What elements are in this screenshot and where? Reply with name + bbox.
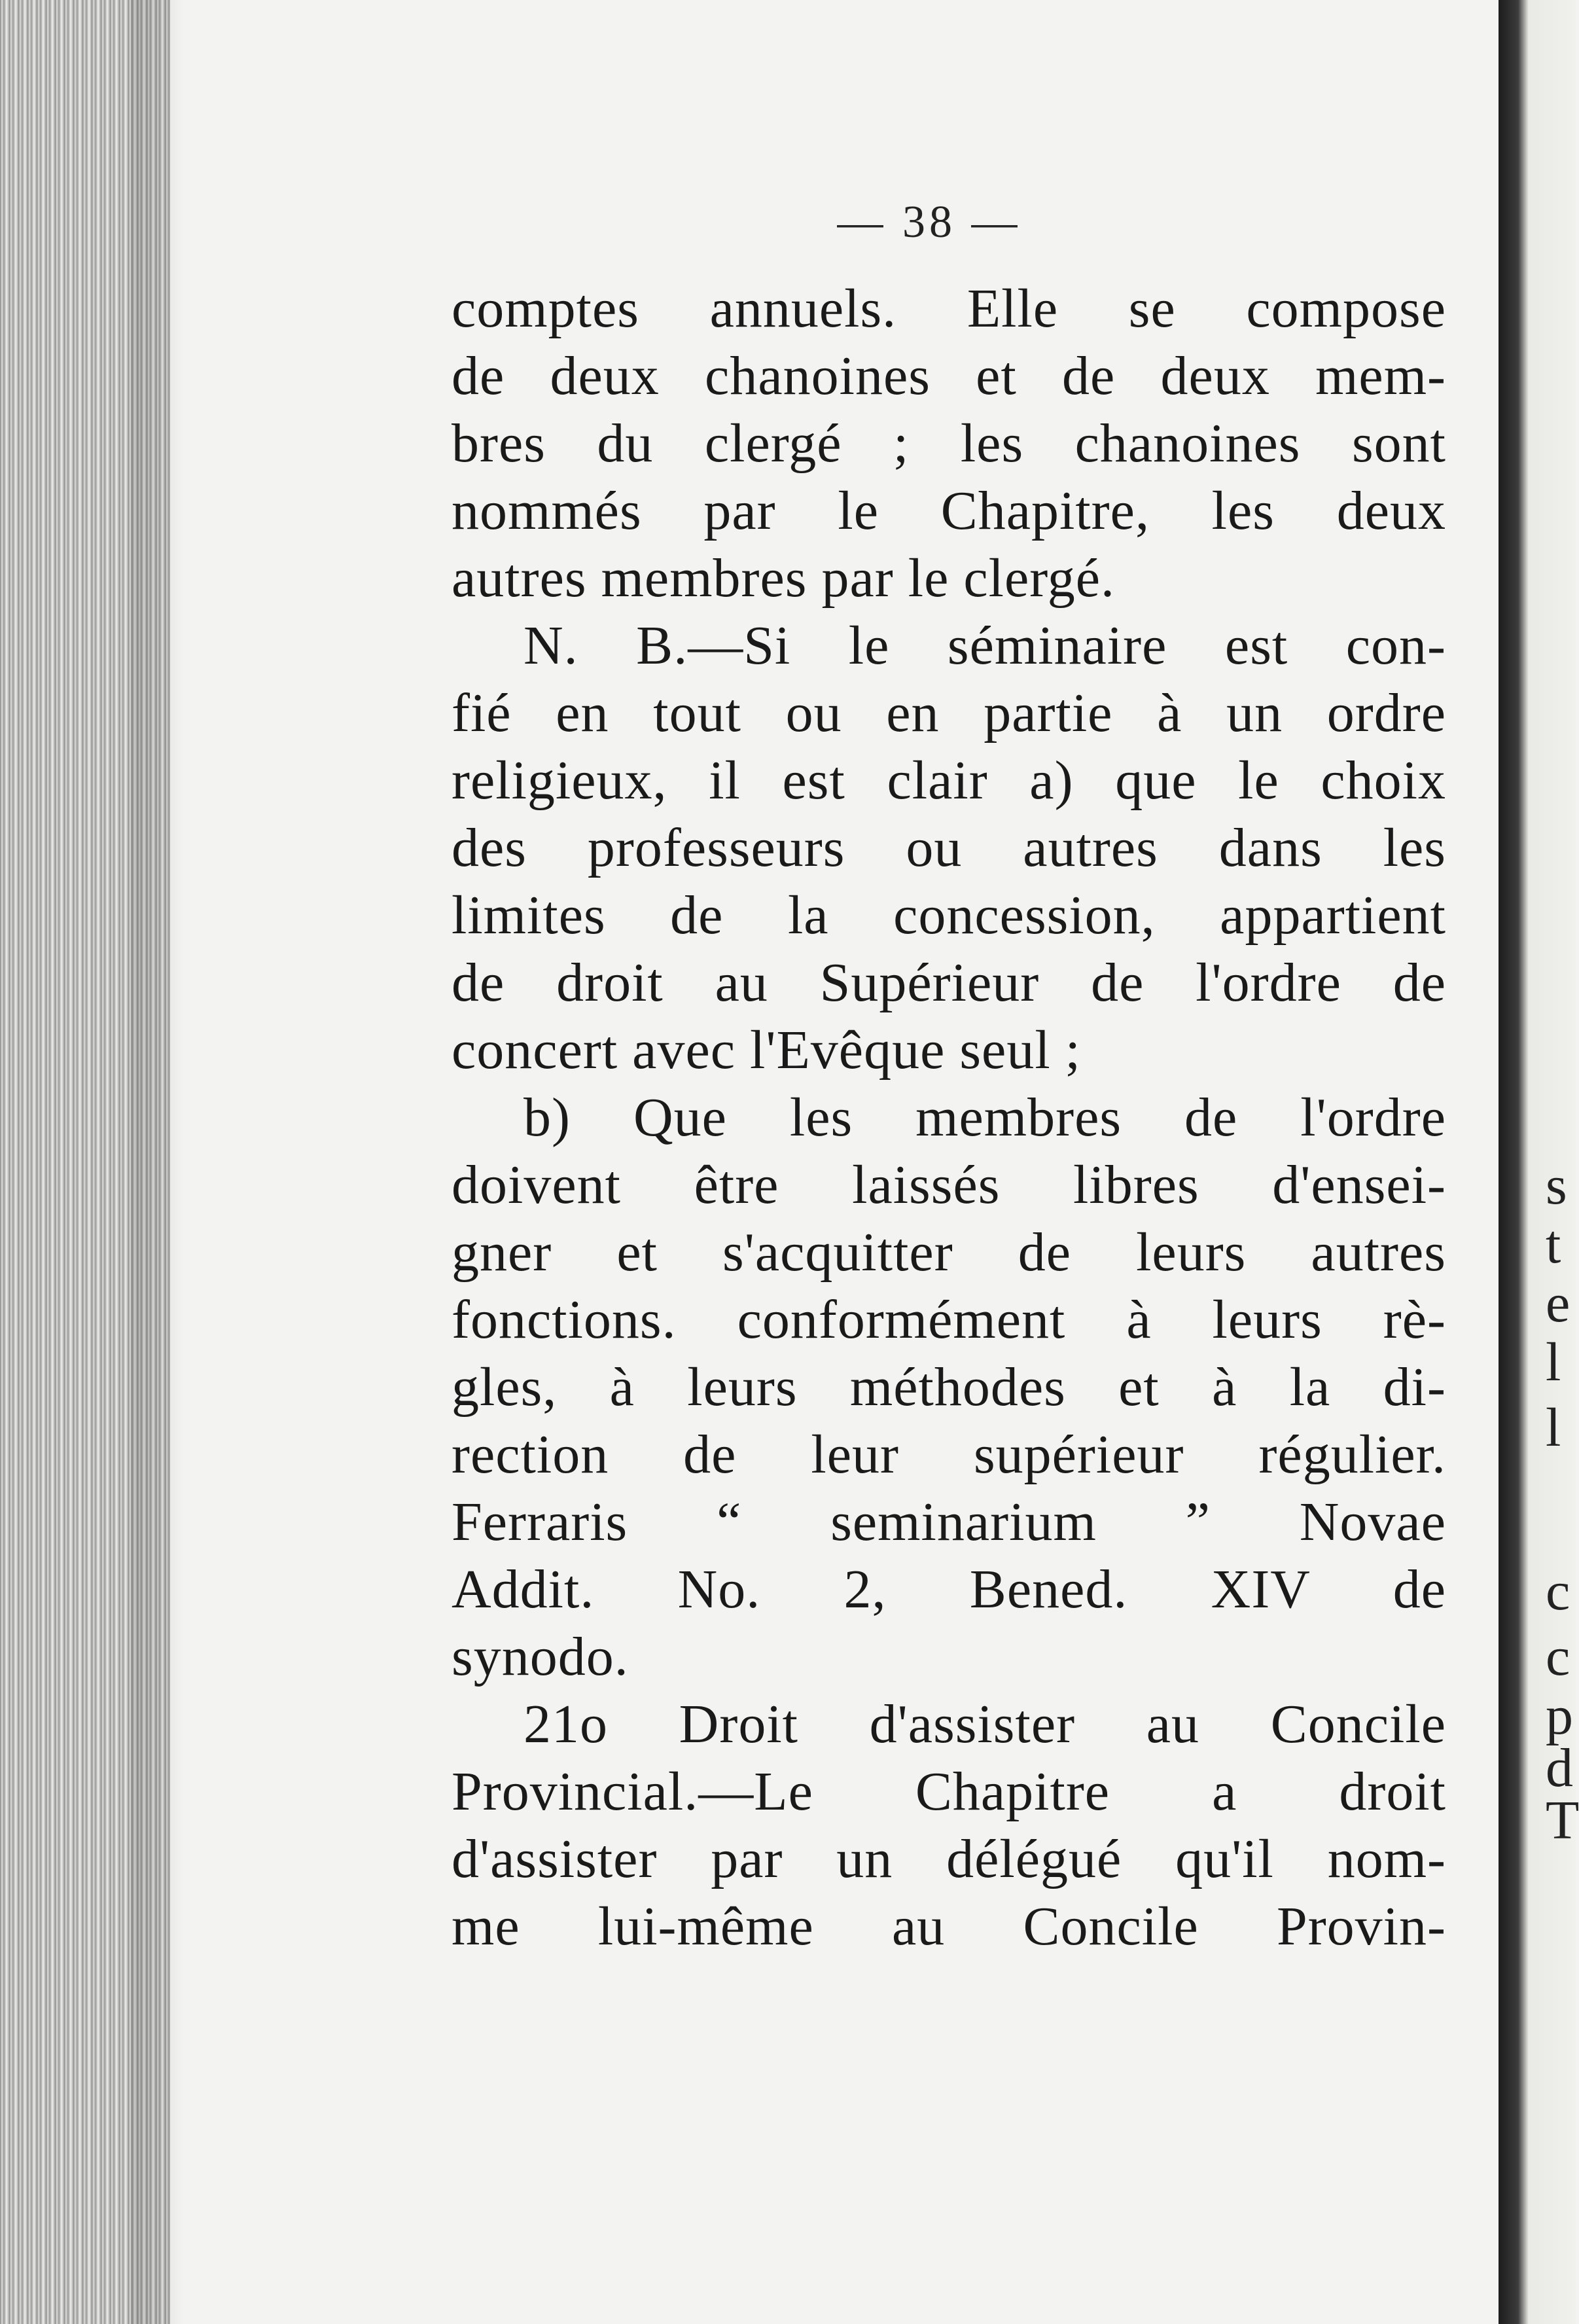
text-line: gles, à leurs méthodes et à la di-: [452, 1357, 1446, 1418]
next-page-letter: p: [1546, 1685, 1573, 1746]
page-number: — 38 —: [837, 197, 1021, 247]
text-line: 21o Droit d'assister au Concile: [523, 1694, 1446, 1755]
next-page-letter: s: [1546, 1155, 1567, 1216]
text-line: comptes annuels. Elle se compose: [452, 278, 1446, 339]
text-line: rection de leur supérieur régulier.: [452, 1424, 1446, 1485]
text-line: b) Que les membres de l'ordre: [523, 1087, 1446, 1148]
page-gutter-shadow: [131, 0, 183, 2324]
book-page: [452, 196, 1446, 1960]
body-text: [452, 275, 1446, 1960]
text-line: doivent être laissés libres d'ensei-: [452, 1154, 1446, 1215]
next-page-letter: l: [1546, 1397, 1561, 1458]
text-line: synodo.: [452, 1626, 629, 1687]
text-line: religieux, il est clair a) que le choix: [452, 750, 1446, 811]
text-line: bres du clergé ; les chanoines sont: [452, 413, 1446, 474]
next-page-letter: e: [1546, 1273, 1570, 1334]
text-line: de deux chanoines et de deux mem-: [452, 346, 1446, 406]
text-line: des professeurs ou autres dans les: [452, 817, 1446, 878]
text-line: me lui-même au Concile Provin-: [452, 1896, 1446, 1957]
next-page-letter: d: [1546, 1738, 1573, 1798]
text-line: fonctions. conformément à leurs rè-: [452, 1289, 1446, 1350]
text-line: nommés par le Chapitre, les deux: [452, 480, 1446, 541]
text-line: d'assister par un délégué qu'il nom-: [452, 1829, 1446, 1889]
text-line: autres membres par le clergé.: [452, 548, 1115, 609]
text-line: Ferraris “ seminarium ” Novae: [452, 1492, 1446, 1552]
text-line: Provincial.—Le Chapitre a droit: [452, 1761, 1446, 1822]
text-line: fié en tout ou en partie à un ordre: [452, 683, 1446, 743]
next-page-letter: T: [1546, 1790, 1579, 1851]
text-line: N. B.—Si le séminaire est con-: [523, 615, 1446, 676]
next-page-letter: c: [1546, 1626, 1570, 1687]
text-line: de droit au Supérieur de l'ordre de: [452, 952, 1446, 1013]
text-line: concert avec l'Evêque seul ;: [452, 1020, 1082, 1081]
next-page-sliver: [1499, 0, 1579, 2324]
text-line: gner et s'acquitter de leurs autres: [452, 1222, 1446, 1283]
next-page-letter: l: [1546, 1332, 1561, 1393]
text-line: limites de la concession, appartient: [452, 885, 1446, 946]
next-page-letter: c: [1546, 1561, 1570, 1622]
next-page-letter: t: [1546, 1214, 1561, 1275]
text-line: Addit. No. 2, Bened. XIV de: [452, 1559, 1446, 1620]
